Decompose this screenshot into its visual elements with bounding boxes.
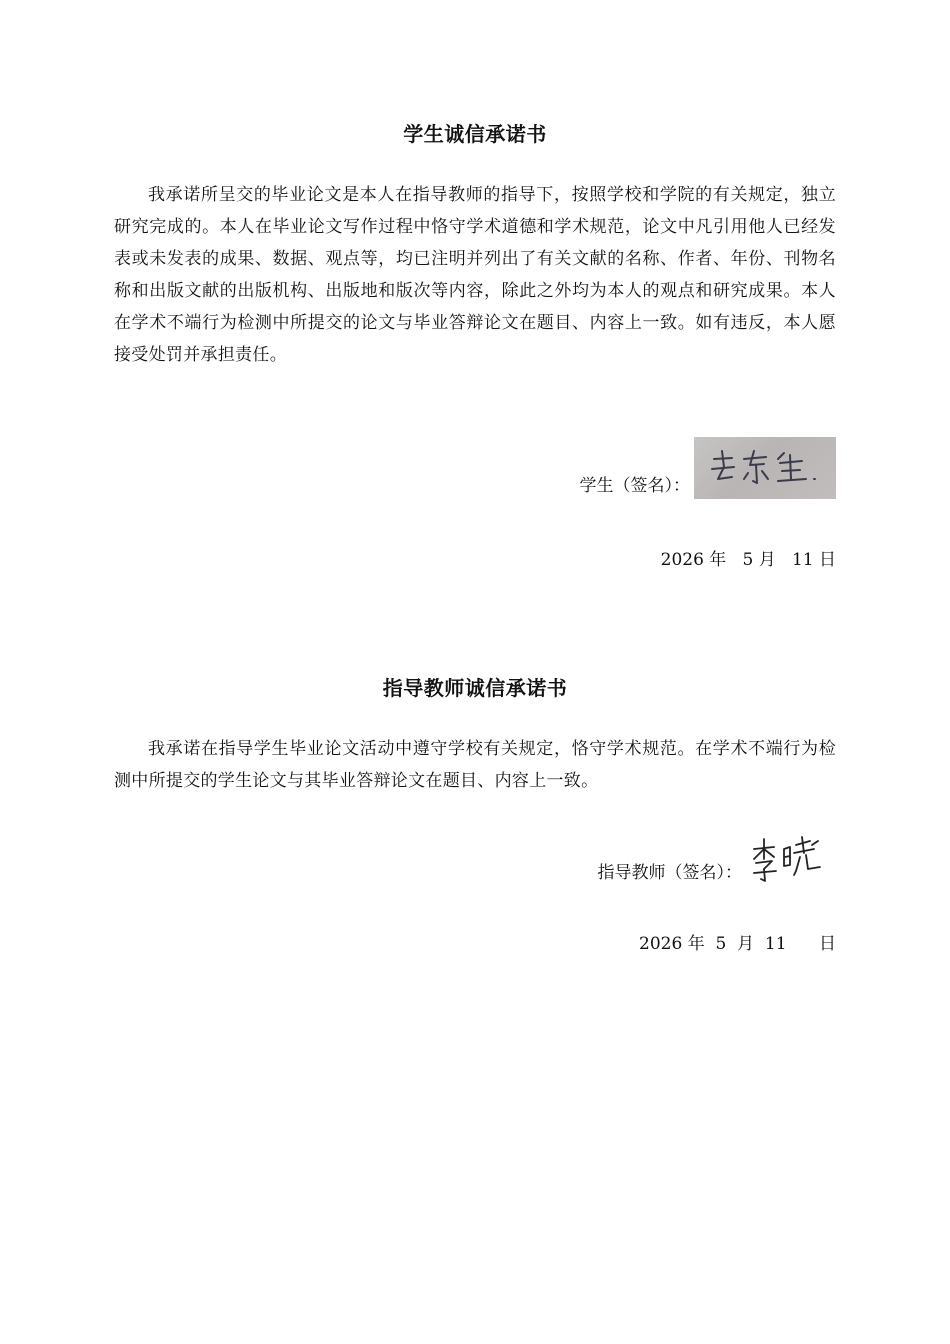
- advisor-signature-row: [598, 835, 837, 887]
- advisor-pledge-body: 我承诺在指导学生毕业论文活动中遵守学校有关规定，恪守学术规范。在学术不端行为检测中所提交的学生论文与其毕业答辩论文在题目、内容上一致。: [114, 739, 836, 791]
- advisor-date: 2026 年 5 月 11 日: [639, 934, 836, 954]
- student-signature-label: 学生（签名）：: [579, 476, 690, 496]
- student-signature-image: [694, 437, 836, 499]
- student-pledge-title: 学生诚信承诺书: [403, 122, 547, 146]
- advisor-signature-image: [744, 835, 836, 885]
- student-date: 2026 年 5 月 11 日: [660, 550, 836, 570]
- student-signature-row: [580, 437, 837, 499]
- advisor-signature-label: 指导教师（签名）：: [597, 863, 742, 883]
- student-pledge-body: 我承诺所呈交的毕业论文是本人在指导教师的指导下，按照学校和学院的有关规定，独立研究完成的。本人在毕业论文写作过程中恪守学术道德和学术规范，论文中凡引用他人已经发表或未发表的成果、数据、观点等，均已注明并列出了有关文献的名称、作者、年份、刊物名称和出版文献的出版机构、出版地和版次等内容，除此之外均为本人的观点和研究成果。本人在学术不端行为检测中所提交的论文与毕业答辩论文在题目、内容上一致。如有违反，本人愿接受处罚并承担责任。: [114, 185, 836, 365]
- advisor-pledge-title: 指导教师诚信承诺书: [382, 676, 568, 700]
